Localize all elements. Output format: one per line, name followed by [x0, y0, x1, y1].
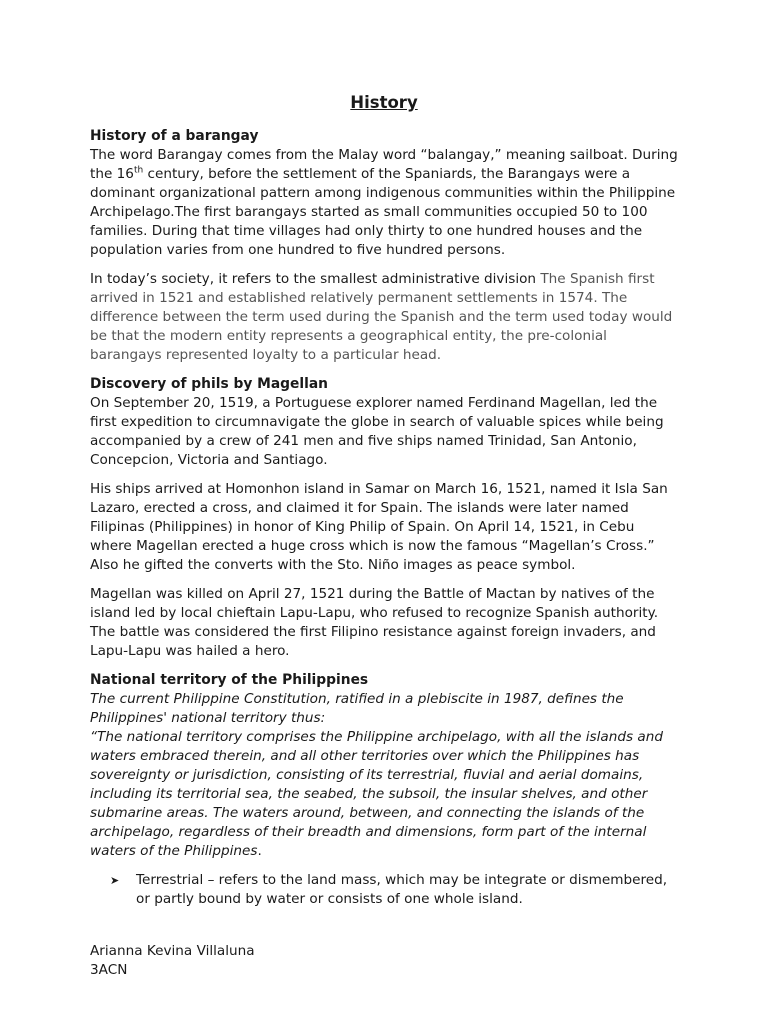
page-title: History — [350, 93, 418, 112]
document-body — [90, 127, 680, 909]
heading-territory: National territory of the Philippines — [90, 672, 369, 688]
footer — [90, 942, 255, 980]
footer-section: 3ACN — [90, 962, 128, 978]
paragraph-barangay-2-b: The Spanish first arrived in 1521 and established relatively permanent settlements in 1574. The difference between the term used during the Spanish and the term used today would be that the modern entity represents a geographical entity, the pre-colonial barangays represented loyalty to a particular head. — [90, 271, 673, 363]
paragraph-barangay-1-a: The word Barangay comes from the Malay word “balangay,” meaning sailboat. During the 16 — [90, 147, 678, 182]
list-item-text: Terrestrial – refers to the land mass, which may be integrate or dismembered, or partly bound by water or consists of one whole island. — [136, 872, 668, 907]
paragraph-barangay-1 — [90, 146, 680, 260]
territory-quote-end: . — [257, 843, 262, 859]
superscript-th: th — [133, 165, 144, 176]
bullet-list — [90, 871, 680, 909]
list-item — [110, 871, 680, 909]
arrow-bullet-icon: ➤ — [110, 874, 120, 887]
territory-quote-text: “The national territory comprises the Philippine archipelago, with all the islands and waters embraced therein, and all other territories over which the Philippines has sovereignty or jurisdiction, consisting of its terrestrial, fluvial and aerial domains, including its territorial sea, the seabed, the subsoil, the insular shelves, and other submarine areas. The waters around, between, and connecting the islands of the archipelago, regardless of their breadth and dimensions, form part of the internal waters of the Philippines — [90, 729, 663, 859]
paragraph-magellan-3: Magellan was killed on April 27, 1521 during the Battle of Mactan by natives of the island led by local chieftain Lapu-Lapu, who refused to recognize Spanish authority. The battle was considered the first Filipino resistance against foreign invaders, and Lapu-Lapu was hailed a hero. — [90, 586, 659, 659]
paragraph-barangay-2-a: In today’s society, it refers to the smallest administrative division — [90, 271, 537, 287]
paragraph-magellan-1: On September 20, 1519, a Portuguese explorer named Ferdinand Magellan, led the first expedition to circumnavigate the globe in search of valuable spices while being accompanied by a crew of 241 men and five ships named Trinidad, San Antonio, Concepcion, Victoria and Santiago. — [90, 395, 664, 468]
heading-barangay: History of a barangay — [90, 128, 259, 144]
paragraph-barangay-1-b: century, before the settlement of the Spaniards, the Barangays were a dominant organizational pattern among indigenous communities within the Philippine Archipelago.The first barangays started as small communities occupied 50 to 100 families. During that time villages had only thirty to one hundred houses and the population varies from one hundred to five hundred persons. — [90, 166, 676, 258]
paragraph-barangay-2 — [90, 270, 680, 365]
paragraph-magellan-2: His ships arrived at Homonhon island in Samar on March 16, 1521, named it Isla San Lazaro, erected a cross, and claimed it for Spain. The islands were later named Filipinas (Philippines) in honor of King Philip of Spain. On April 14, 1521, in Cebu where Magellan erected a huge cross which is now the famous “Magellan’s Cross.” Also he gifted the converts with the Sto. Niño images as peace symbol. — [90, 481, 668, 573]
heading-magellan: Discovery of phils by Magellan — [90, 376, 328, 392]
footer-author: Arianna Kevina Villaluna — [90, 943, 255, 959]
paragraph-territory-quote — [90, 728, 680, 861]
paragraph-territory-intro: The current Philippine Constitution, ratified in a plebiscite in 1987, defines the Philippines' national territory thus: — [90, 691, 624, 726]
